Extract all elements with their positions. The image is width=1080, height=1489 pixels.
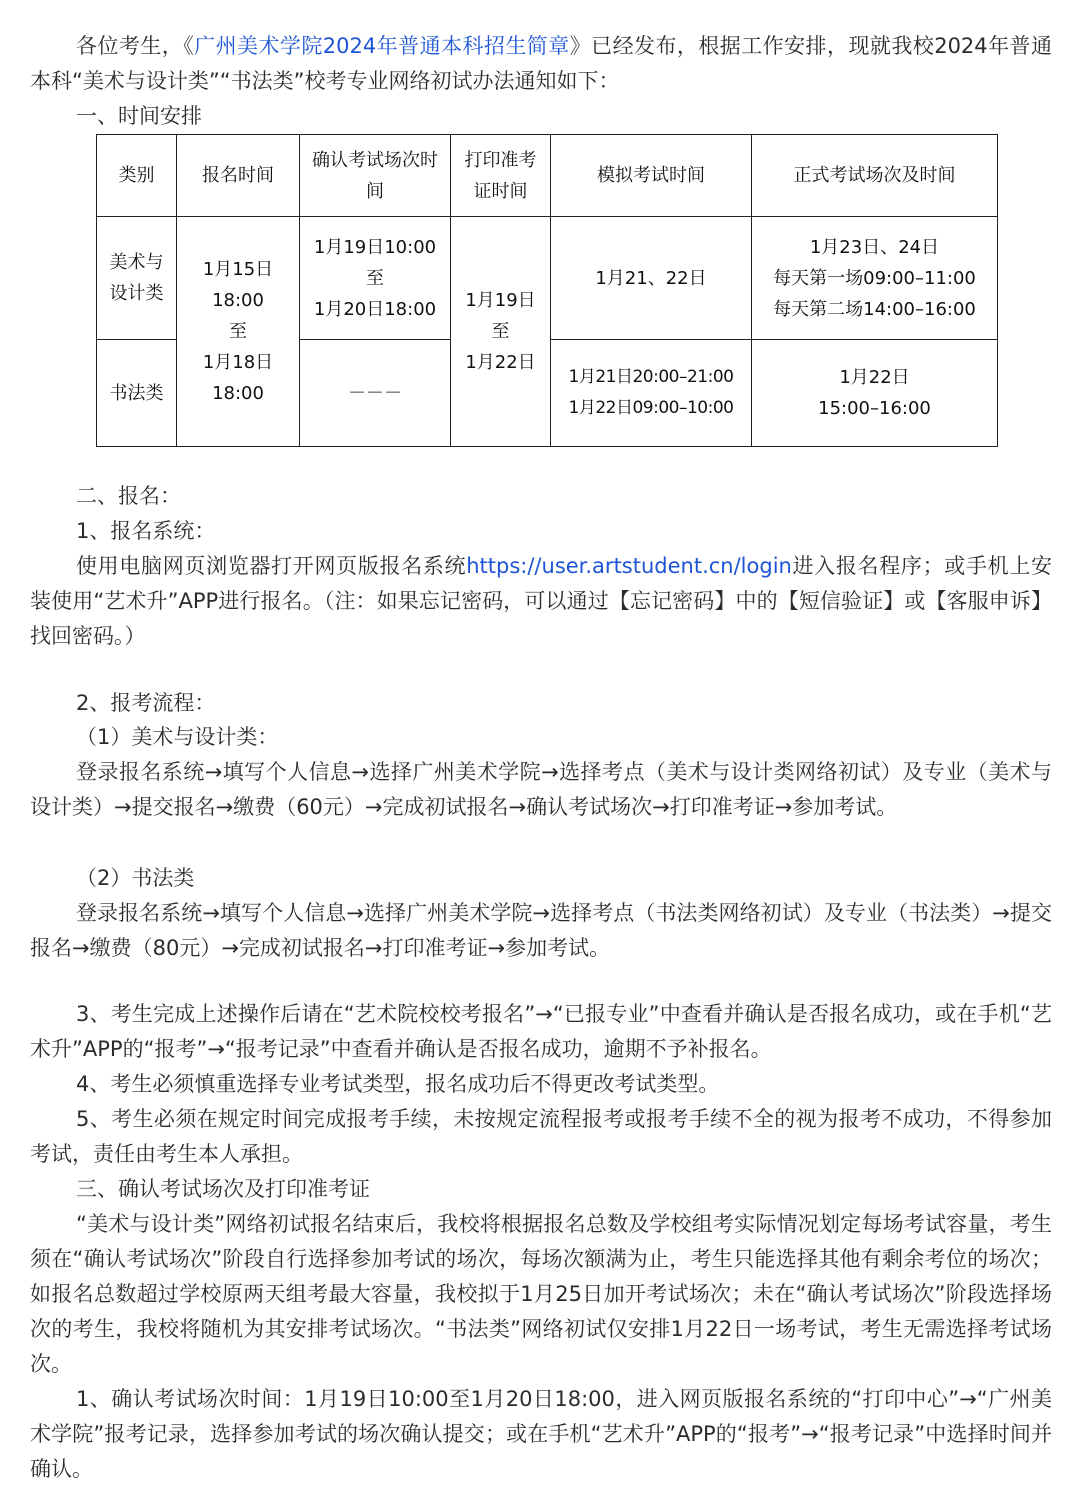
header-confirm-time: 确认考试场次时间: [300, 135, 451, 217]
print-time-cell: [451, 217, 551, 447]
header-category: 类别: [97, 135, 177, 217]
confirm-intro-paragraph: “美术与设计类”网络初试报名结束后，我校将根据报名总数及学校组考实际情况划定每场考试容量，考生须在“确认考试场次”阶段自行选择参加考试的场次，每场次额满为止，考生只能选择其他有剩余考位的场次；如报名总数超过学校原两天组考最大容量，我校拟于1月25日加开考试场次；未在“确认考试场次”阶段选择场次的考生，我校将随机为其安排考试场次。“书法类”网络初试仅安排1月22日一场考试，考生无需选择考试场次。: [30, 1212, 1052, 1376]
mock-time-line: 1月21日20:00–21:00: [568, 367, 734, 387]
mock-time-calligraphy: [551, 340, 752, 447]
signup-system-prefix: 使用电脑网页浏览器打开网页版报名系统: [76, 554, 467, 578]
signup-note-3: 3、考生完成上述操作后请在“艺术院校校考报名”→“已报专业”中查看并确认是否报名成功，或在手机“艺术升”APP的“报考”→“报考记录”中查看并确认是否报名成功，逾期不予补报名。: [30, 1002, 1052, 1061]
confirm-time-line: 1月19日10:00: [313, 236, 437, 258]
formal-time-line: 每天第一场09:00–11:00: [773, 267, 976, 289]
signup-system-url[interactable]: https://user.artstudent.cn/login: [466, 554, 792, 578]
mock-time-art: 1月21、22日: [551, 217, 752, 340]
signup-system-title: 1、报名系统：: [76, 519, 216, 543]
category-art: 美术与设计类: [97, 217, 177, 340]
section-title-schedule: 一、时间安排: [76, 104, 202, 128]
category-calligraphy: 书法类: [97, 340, 177, 447]
intro-suffix: 》已经发布，根据工作安排，现就我校2024年普通本科“美术与设计类”“书法类”校考专业网络初试办法通知如下：: [30, 34, 1052, 93]
signup-note-5: 5、考生必须在规定时间完成报考手续，未按规定流程报考或报考手续不全的视为报考不成功，不得参加考试，责任由考生本人承担。: [30, 1107, 1052, 1166]
table-row-art: [97, 217, 998, 340]
signup-time-line: 18:00: [212, 290, 264, 311]
schedule-table: [96, 134, 998, 447]
confirm-time-art: [300, 217, 451, 340]
formal-time-calligraphy: [752, 340, 998, 447]
process-title: 2、报考流程：: [76, 691, 216, 715]
print-time-line: 1月19日: [465, 290, 536, 311]
intro-prefix: 各位考生，《: [76, 34, 195, 58]
signup-system-paragraph: [30, 549, 1052, 654]
table-header-row: [97, 135, 998, 217]
signup-time-line: 1月15日: [202, 259, 274, 280]
prospectus-link[interactable]: 广州美术学院2024年普通本科招生简章: [194, 34, 570, 58]
section-title-signup: 二、报名：: [76, 484, 181, 508]
formal-time-art: [752, 217, 998, 340]
formal-time-line: 15:00–16:00: [818, 398, 931, 419]
header-mock-time: 模拟考试时间: [551, 135, 752, 217]
signup-time-line: 至: [229, 321, 247, 342]
signup-system-suffix: 进入报名程序；或手机上安装使用“艺术升”APP进行报名。（注：如果忘记密码，可以通过【忘记密码】中的【短信验证】或【客服申诉】找回密码。）: [30, 554, 1052, 648]
calligraphy-process-title: （2）书法类: [76, 866, 195, 890]
formal-time-line: 1月22日: [839, 367, 910, 388]
signup-note-4: 4、考生必须慎重选择专业考试类型，报名成功后不得更改考试类型。: [76, 1072, 720, 1096]
art-process-flow: 登录报名系统→填写个人信息→选择广州美术学院→选择考点（美术与设计类网络初试）及专业（美术与设计类）→提交报名→缴费（60元）→完成初试报名→确认考试场次→打印准考证→参加考试。: [30, 760, 1052, 819]
confirm-time-line: 至: [366, 267, 384, 289]
formal-time-line: 1月23日、24日: [809, 236, 940, 258]
confirm-time-calligraphy: －－－: [300, 340, 451, 447]
header-signup-time: 报名时间: [177, 135, 300, 217]
print-time-line: 至: [491, 321, 510, 342]
signup-time-line: 1月18日: [202, 352, 274, 373]
header-print-time: 打印准考证时间: [451, 135, 551, 217]
calligraphy-process-flow: 登录报名系统→填写个人信息→选择广州美术学院→选择考点（书法类网络初试）及专业（书法类）→提交报名→缴费（80元）→完成初试报名→打印准考证→参加考试。: [30, 901, 1052, 960]
print-time-line: 1月22日: [465, 352, 536, 373]
signup-time-line: 18:00: [212, 383, 264, 404]
signup-time-cell: [177, 217, 300, 447]
mock-time-line: 1月22日09:00–10:00: [568, 398, 734, 418]
formal-time-line: 每天第二场14:00–16:00: [773, 298, 976, 320]
art-process-title: （1）美术与设计类：: [76, 725, 279, 749]
confirm-item-1: 1、确认考试场次时间：1月19日10:00至1月20日18:00，进入网页版报名系统的“打印中心”→“广州美术学院”报考记录，选择参加考试的场次确认提交；或在手机“艺术升”APP的“报考”→“报考记录”中选择时间并确认。: [30, 1387, 1052, 1481]
confirm-time-line: 1月20日18:00: [313, 298, 437, 320]
section-title-confirm: 三、确认考试场次及打印准考证: [76, 1177, 370, 1201]
header-formal-time: 正式考试场次及时间: [752, 135, 998, 217]
intro-paragraph: [30, 29, 1052, 99]
